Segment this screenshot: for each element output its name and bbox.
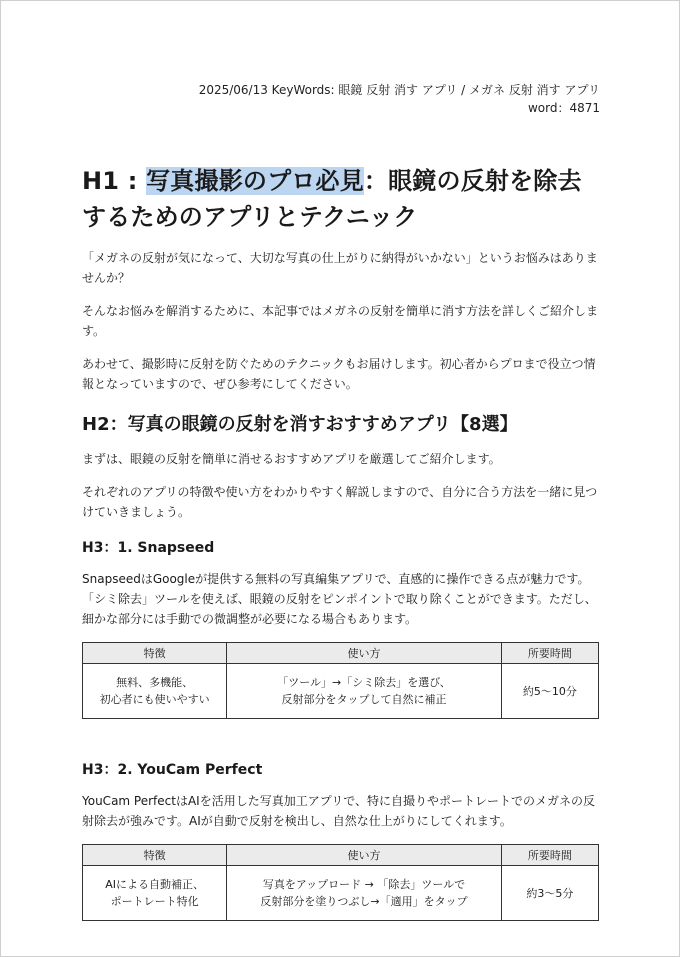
cell-time: 約3〜5分 <box>501 866 598 921</box>
header-usage: 使い方 <box>227 845 502 866</box>
cell-feature <box>83 866 227 921</box>
cell-time: 約5〜10分 <box>501 664 598 719</box>
h1-rest: ：眼鏡の反射を除去するためのアプリとテクニック <box>82 167 582 231</box>
table-header-row <box>83 643 599 664</box>
meta-keywords: 2025/06/13 KeyWords: 眼鏡 反射 消す アプリ / メガネ 反射 消す アプリ <box>198 83 600 97</box>
cell-usage-line2: 反射部分をタップして自然に補正 <box>281 693 447 706</box>
cell-feature-line1: 無料、多機能、 <box>116 676 194 689</box>
h2-paragraph-1: まずは、眼鏡の反射を簡単に消せるおすすめアプリを厳選してご紹介します。 <box>82 452 501 466</box>
cell-feature-line1: AIによる自動補正、 <box>105 878 205 891</box>
h3-prefix: H3 <box>82 540 104 556</box>
h2-paragraph-2: それぞれのアプリの特徴や使い方をわかりやすく解説しますので、自分に合う方法を一緒に見つけていきましょう。 <box>82 485 598 519</box>
youcam-table <box>82 844 599 921</box>
h3-text: ：2. YouCam Perfect <box>103 762 263 778</box>
meta-header <box>82 81 600 117</box>
cell-usage-line1: 写真をアップロード → 「除去」ツールで <box>262 878 466 891</box>
cell-feature <box>83 664 227 719</box>
header-time: 所要時間 <box>501 845 598 866</box>
cell-feature-line2: ポートレート特化 <box>110 895 199 908</box>
youcam-paragraph: YouCam PerfectはAIを活用した写真加工アプリで、特に自撮りやポートレートでのメガネの反射除去が強みです。AIが自動で反射を検出し、自然な仕上がりにしてくれます。 <box>82 794 595 828</box>
h3-heading-youcam <box>82 759 600 781</box>
header-usage: 使い方 <box>227 643 502 664</box>
intro-paragraph-2: そんなお悩みを解消するために、本記事ではメガネの反射を簡単に消す方法を詳しくご紹介します。 <box>82 304 599 338</box>
h3-heading-snapseed <box>82 537 600 559</box>
header-feature: 特徴 <box>83 643 227 664</box>
table-row <box>83 664 599 719</box>
cell-usage-line1: 「ツール」→「シミ除去」を選び、 <box>277 676 451 689</box>
meta-wordcount: word：4871 <box>527 101 600 115</box>
header-time: 所要時間 <box>501 643 598 664</box>
h3-text: ：1. Snapseed <box>103 540 215 556</box>
h1-highlight[interactable]: 写真撮影のプロ必見 <box>146 167 364 195</box>
snapseed-paragraph: SnapseedはGoogleが提供する無料の写真編集アプリで、直感的に操作できる点が魅力です。「シミ除去」ツールを使えば、眼鏡の反射をピンポイントで取り除くことができます。ただし、細かな部分には手動での微調整が必要になる場合もあります。 <box>82 572 597 626</box>
cell-usage <box>227 866 502 921</box>
h3-prefix: H3 <box>82 762 104 778</box>
document-content <box>82 81 600 921</box>
cell-feature-line2: 初心者にも使いやすい <box>99 693 210 706</box>
snapseed-table <box>82 642 599 719</box>
table-row <box>83 866 599 921</box>
h2-prefix: H2 <box>82 414 110 435</box>
h2-text: ：写真の眼鏡の反射を消すおすすめアプリ【8選】 <box>109 414 518 435</box>
intro-paragraph-3: あわせて、撮影時に反射を防ぐためのテクニックもお届けします。初心者からプロまで役立つ情報となっていますので、ぜひ参考にしてください。 <box>82 357 596 391</box>
h1-prefix: H1 : <box>82 167 147 195</box>
header-feature: 特徴 <box>83 845 227 866</box>
cell-usage <box>227 664 502 719</box>
table-header-row <box>83 845 599 866</box>
h1-heading <box>82 163 600 235</box>
cell-usage-line2: 反射部分を塗りつぶし→「適用」をタップ <box>260 895 468 908</box>
h2-heading <box>82 411 600 439</box>
intro-paragraph-1: 「メガネの反射が気になって、大切な写真の仕上がりに納得がいかない」というお悩みはありませんか？ <box>82 251 598 285</box>
